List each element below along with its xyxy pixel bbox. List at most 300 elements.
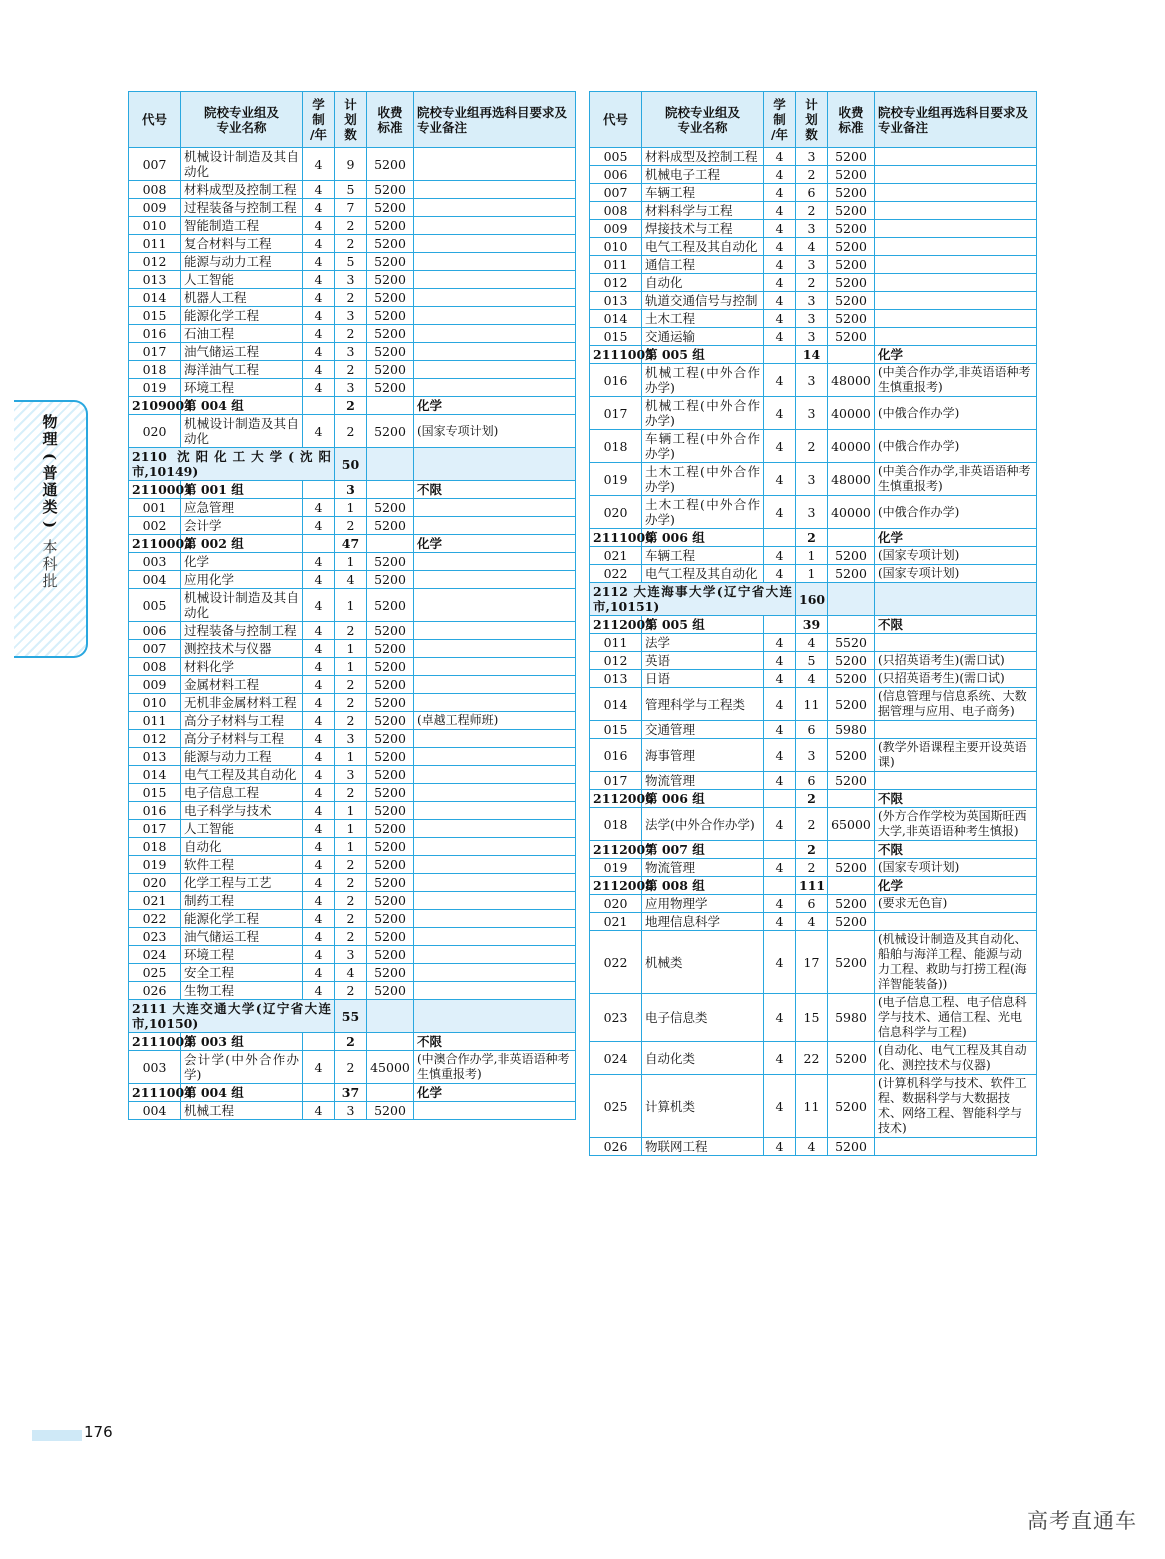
major-row <box>129 676 576 694</box>
plan-count: 1 <box>335 553 367 571</box>
remark <box>414 148 576 181</box>
remark <box>414 181 576 199</box>
major-code: 022 <box>129 910 181 928</box>
major-code: 013 <box>129 748 181 766</box>
major-row <box>129 766 576 784</box>
tuition-fee: 5200 <box>367 571 414 589</box>
major-name: 会计学 <box>181 517 303 535</box>
tuition-fee: 5200 <box>828 328 875 346</box>
tuition-fee: 5200 <box>367 253 414 271</box>
major-name: 车辆工程 <box>642 184 764 202</box>
tuition-fee: 5200 <box>828 1075 875 1138</box>
plan-count: 1 <box>335 499 367 517</box>
tuition-fee: 40000 <box>828 496 875 529</box>
major-row <box>129 694 576 712</box>
major-row <box>129 712 576 730</box>
study-years: 4 <box>764 463 796 496</box>
major-name: 机械工程(中外合作办学) <box>642 397 764 430</box>
major-row <box>129 892 576 910</box>
category-char: 类 <box>42 498 58 516</box>
major-row <box>590 670 1037 688</box>
plan-count: 47 <box>335 535 367 553</box>
remark <box>875 238 1037 256</box>
category-char: ( <box>41 452 60 461</box>
major-name: 制药工程 <box>181 892 303 910</box>
major-code: 023 <box>590 994 642 1042</box>
plan-count: 2 <box>796 790 828 808</box>
major-name: 高分子材料与工程 <box>181 712 303 730</box>
major-row <box>129 181 576 199</box>
major-code: 017 <box>129 343 181 361</box>
remark <box>414 910 576 928</box>
plan-count: 2 <box>335 1051 367 1084</box>
plan-count: 3 <box>796 364 828 397</box>
major-name: 自动化 <box>181 838 303 856</box>
major-row <box>590 496 1037 529</box>
major-name: 机械设计制造及其自动化 <box>181 148 303 181</box>
major-code: 018 <box>590 808 642 841</box>
remark <box>414 622 576 640</box>
plan-count: 15 <box>796 994 828 1042</box>
group-row <box>590 346 1037 364</box>
study-years: 4 <box>303 748 335 766</box>
fee-cell <box>367 448 414 481</box>
major-name: 地理信息科学 <box>642 913 764 931</box>
group-code: 2110001 <box>129 481 181 499</box>
remark <box>414 217 576 235</box>
header-remark: 院校专业组再选科目要求及 专业备注 <box>414 92 576 148</box>
study-years: 4 <box>303 148 335 181</box>
major-row <box>129 553 576 571</box>
study-years: 4 <box>764 994 796 1042</box>
major-code: 006 <box>129 622 181 640</box>
group-name: 第 004 组 <box>181 397 303 415</box>
major-name: 能源与动力工程 <box>181 253 303 271</box>
major-name: 通信工程 <box>642 256 764 274</box>
major-name: 应用化学 <box>181 571 303 589</box>
major-row <box>590 1042 1037 1075</box>
major-name: 人工智能 <box>181 820 303 838</box>
table-body-right <box>590 148 1037 1156</box>
remark <box>875 328 1037 346</box>
study-years: 4 <box>303 928 335 946</box>
major-code: 005 <box>129 589 181 622</box>
plan-count: 6 <box>796 772 828 790</box>
group-name: 第 007 组 <box>642 841 764 859</box>
tuition-fee: 5200 <box>367 199 414 217</box>
study-years: 4 <box>303 982 335 1000</box>
remark <box>875 184 1037 202</box>
plan-count: 2 <box>796 166 828 184</box>
major-code: 020 <box>590 496 642 529</box>
subject-requirement: 不限 <box>875 616 1037 634</box>
study-years: 4 <box>764 895 796 913</box>
remark <box>414 361 576 379</box>
plan-count: 1 <box>335 589 367 622</box>
remark <box>414 553 576 571</box>
tuition-fee: 5200 <box>828 310 875 328</box>
plan-count: 2 <box>335 361 367 379</box>
major-row <box>590 859 1037 877</box>
tuition-fee: 5200 <box>828 913 875 931</box>
tuition-fee: 5200 <box>367 856 414 874</box>
tuition-fee: 5200 <box>367 379 414 397</box>
remark: (中美合作办学,非英语语种考生慎重报考) <box>875 364 1037 397</box>
major-row <box>590 721 1037 739</box>
major-name: 电子科学与技术 <box>181 802 303 820</box>
remark <box>875 1138 1037 1156</box>
plan-count: 3 <box>796 739 828 772</box>
major-row <box>129 589 576 622</box>
major-row <box>590 739 1037 772</box>
school-name: 2110 沈阳化工大学(沈阳市,10149) <box>129 448 335 481</box>
study-years: 4 <box>764 364 796 397</box>
tuition-fee: 5200 <box>367 325 414 343</box>
study-years: 4 <box>764 1042 796 1075</box>
major-code: 008 <box>129 181 181 199</box>
tuition-fee: 5200 <box>828 547 875 565</box>
major-code: 004 <box>129 1102 181 1120</box>
major-name: 会计学(中外合作办学) <box>181 1051 303 1084</box>
study-years: 4 <box>303 181 335 199</box>
subject-requirement: 不限 <box>414 481 576 499</box>
plan-count: 2 <box>335 712 367 730</box>
plan-count: 1 <box>335 820 367 838</box>
tuition-fee: 5200 <box>828 1042 875 1075</box>
study-years: 4 <box>764 397 796 430</box>
plan-count: 5 <box>335 181 367 199</box>
major-name: 机械电子工程 <box>642 166 764 184</box>
major-code: 009 <box>129 676 181 694</box>
remark: (只招英语考生)(需口试) <box>875 652 1037 670</box>
major-code: 003 <box>129 1051 181 1084</box>
study-years: 4 <box>764 565 796 583</box>
group-code: 2109004 <box>129 397 181 415</box>
study-years: 4 <box>303 325 335 343</box>
study-years: 4 <box>303 766 335 784</box>
group-row <box>590 790 1037 808</box>
major-code: 018 <box>590 430 642 463</box>
fee-cell <box>367 535 414 553</box>
study-years: 4 <box>764 547 796 565</box>
header-plan: 计 划 数 <box>796 92 828 148</box>
remark <box>875 634 1037 652</box>
years-cell <box>764 346 796 364</box>
tuition-fee: 5980 <box>828 721 875 739</box>
school-row <box>590 583 1037 616</box>
tuition-fee: 5200 <box>367 802 414 820</box>
major-code: 006 <box>590 166 642 184</box>
plan-count: 22 <box>796 1042 828 1075</box>
study-years: 4 <box>764 220 796 238</box>
remark-cell <box>414 1000 576 1033</box>
tuition-fee: 5200 <box>367 676 414 694</box>
major-name: 金属材料工程 <box>181 676 303 694</box>
years-cell <box>764 877 796 895</box>
remark: (只招英语考生)(需口试) <box>875 670 1037 688</box>
plan-count: 3 <box>796 292 828 310</box>
tuition-fee: 5200 <box>367 982 414 1000</box>
study-years: 4 <box>303 499 335 517</box>
major-row <box>129 343 576 361</box>
tuition-fee: 48000 <box>828 364 875 397</box>
tuition-fee: 5200 <box>367 712 414 730</box>
major-code: 011 <box>590 256 642 274</box>
study-years: 4 <box>764 1138 796 1156</box>
major-code: 013 <box>590 670 642 688</box>
study-years: 4 <box>764 256 796 274</box>
study-years: 4 <box>764 274 796 292</box>
major-code: 018 <box>129 361 181 379</box>
plan-count: 2 <box>335 622 367 640</box>
group-row <box>129 1033 576 1051</box>
years-cell <box>303 1084 335 1102</box>
category-char: 物 <box>42 413 58 431</box>
major-name: 交通运输 <box>642 328 764 346</box>
plan-count: 3 <box>335 481 367 499</box>
remark <box>414 325 576 343</box>
fee-cell <box>828 790 875 808</box>
plan-count: 1 <box>335 802 367 820</box>
major-code: 017 <box>590 397 642 430</box>
major-name: 车辆工程 <box>642 547 764 565</box>
plan-count: 2 <box>335 325 367 343</box>
group-name: 第 004 组 <box>181 1084 303 1102</box>
remark <box>414 289 576 307</box>
study-years: 4 <box>764 931 796 994</box>
group-row <box>590 877 1037 895</box>
study-years: 4 <box>764 634 796 652</box>
subject-requirement: 不限 <box>414 1033 576 1051</box>
school-name: 2111 大连交通大学(辽宁省大连市,10150) <box>129 1000 335 1033</box>
plan-count: 2 <box>335 784 367 802</box>
tuition-fee: 5200 <box>367 181 414 199</box>
major-name: 焊接技术与工程 <box>642 220 764 238</box>
group-name: 第 005 组 <box>642 616 764 634</box>
plan-count: 4 <box>335 964 367 982</box>
major-row <box>129 910 576 928</box>
major-name: 土木工程(中外合作办学) <box>642 496 764 529</box>
plan-count: 2 <box>796 202 828 220</box>
major-name: 安全工程 <box>181 964 303 982</box>
major-row <box>590 430 1037 463</box>
tuition-fee: 5200 <box>828 256 875 274</box>
study-years: 4 <box>303 694 335 712</box>
tuition-fee: 5200 <box>828 688 875 721</box>
major-code: 010 <box>129 694 181 712</box>
major-name: 机械工程(中外合作办学) <box>642 364 764 397</box>
major-code: 024 <box>129 946 181 964</box>
fee-cell <box>367 397 414 415</box>
subject-requirement: 不限 <box>875 841 1037 859</box>
plan-count: 55 <box>335 1000 367 1033</box>
major-code: 007 <box>129 148 181 181</box>
category-char: 通 <box>42 481 58 499</box>
major-code: 025 <box>590 1075 642 1138</box>
major-name: 材料化学 <box>181 658 303 676</box>
major-name: 材料成型及控制工程 <box>181 181 303 199</box>
plan-count: 4 <box>796 913 828 931</box>
plan-count: 2 <box>335 415 367 448</box>
group-name: 第 001 组 <box>181 481 303 499</box>
major-row <box>129 946 576 964</box>
major-row <box>129 838 576 856</box>
group-row <box>129 481 576 499</box>
plan-count: 14 <box>796 346 828 364</box>
plan-count: 2 <box>335 982 367 1000</box>
remark <box>414 694 576 712</box>
major-name: 人工智能 <box>181 271 303 289</box>
fee-cell <box>828 877 875 895</box>
remark <box>414 343 576 361</box>
remark: (国家专项计划) <box>875 565 1037 583</box>
plan-count: 2 <box>796 859 828 877</box>
major-row <box>129 325 576 343</box>
tuition-fee: 5200 <box>367 874 414 892</box>
plan-count: 3 <box>796 148 828 166</box>
major-row <box>129 658 576 676</box>
major-row <box>129 517 576 535</box>
plan-count: 4 <box>335 571 367 589</box>
major-name: 计算机类 <box>642 1075 764 1138</box>
major-row <box>590 463 1037 496</box>
remark-cell <box>414 448 576 481</box>
study-years: 4 <box>303 802 335 820</box>
remark <box>875 292 1037 310</box>
remark <box>414 640 576 658</box>
plan-count: 50 <box>335 448 367 481</box>
subject-requirement: 化学 <box>414 535 576 553</box>
tuition-fee: 5200 <box>367 235 414 253</box>
major-code: 017 <box>129 820 181 838</box>
major-row <box>129 784 576 802</box>
remark <box>875 166 1037 184</box>
plan-count: 3 <box>335 1102 367 1120</box>
study-years: 4 <box>303 589 335 622</box>
tuition-fee: 5200 <box>367 766 414 784</box>
remark: (外方合作学校为英国斯旺西大学,非英语语种考生慎报) <box>875 808 1037 841</box>
study-years: 4 <box>303 712 335 730</box>
major-code: 013 <box>590 292 642 310</box>
remark <box>414 589 576 622</box>
major-row <box>590 364 1037 397</box>
major-code: 002 <box>129 517 181 535</box>
plan-count: 4 <box>796 238 828 256</box>
major-code: 008 <box>590 202 642 220</box>
tuition-fee: 40000 <box>828 397 875 430</box>
watermark: 高考直通车 <box>1027 1509 1137 1533</box>
major-row <box>129 199 576 217</box>
major-name: 电子信息工程 <box>181 784 303 802</box>
header-code: 代号 <box>590 92 642 148</box>
study-years: 4 <box>303 271 335 289</box>
major-code: 024 <box>590 1042 642 1075</box>
major-name: 石油工程 <box>181 325 303 343</box>
major-row <box>129 253 576 271</box>
header-code: 代号 <box>129 92 181 148</box>
major-name: 油气储运工程 <box>181 343 303 361</box>
major-name: 电气工程及其自动化 <box>642 238 764 256</box>
major-code: 011 <box>129 712 181 730</box>
major-row <box>129 928 576 946</box>
tuition-fee: 5200 <box>367 589 414 622</box>
plan-count: 3 <box>796 328 828 346</box>
study-years: 4 <box>764 1075 796 1138</box>
years-cell <box>303 535 335 553</box>
major-row <box>590 148 1037 166</box>
tuition-fee: 48000 <box>828 463 875 496</box>
plan-count: 17 <box>796 931 828 994</box>
major-code: 015 <box>129 784 181 802</box>
major-code: 016 <box>129 325 181 343</box>
major-row <box>129 874 576 892</box>
study-years: 4 <box>303 730 335 748</box>
tuition-fee: 5200 <box>828 166 875 184</box>
tuition-fee: 5200 <box>367 499 414 517</box>
major-name: 英语 <box>642 652 764 670</box>
major-code: 009 <box>590 220 642 238</box>
remark: (国家专项计划) <box>414 415 576 448</box>
major-name: 自动化 <box>642 274 764 292</box>
major-code: 010 <box>590 238 642 256</box>
subject-requirement: 化学 <box>875 346 1037 364</box>
plan-count: 3 <box>796 220 828 238</box>
remark: (中俄合作办学) <box>875 430 1037 463</box>
header-years: 学 制 /年 <box>764 92 796 148</box>
major-code: 014 <box>129 289 181 307</box>
group-row <box>590 841 1037 859</box>
major-row <box>129 271 576 289</box>
fee-cell <box>828 346 875 364</box>
major-name: 电气工程及其自动化 <box>181 766 303 784</box>
study-years: 4 <box>764 721 796 739</box>
tuition-fee: 5200 <box>828 148 875 166</box>
plan-count: 2 <box>335 694 367 712</box>
school-row <box>129 448 576 481</box>
years-cell <box>764 616 796 634</box>
tuition-fee: 5200 <box>367 415 414 448</box>
plan-count: 5 <box>796 652 828 670</box>
batch-char: 科 <box>42 555 58 573</box>
header-name: 院校专业组及 专业名称 <box>181 92 303 148</box>
major-row <box>129 307 576 325</box>
remark: (中俄合作办学) <box>875 496 1037 529</box>
plan-count: 3 <box>335 271 367 289</box>
remark <box>414 874 576 892</box>
group-name: 第 006 组 <box>642 790 764 808</box>
tuition-fee: 5200 <box>828 220 875 238</box>
tuition-fee: 45000 <box>367 1051 414 1084</box>
years-cell <box>303 397 335 415</box>
remark <box>414 838 576 856</box>
tuition-fee: 5200 <box>367 343 414 361</box>
remark <box>414 766 576 784</box>
group-code: 2112008 <box>590 877 642 895</box>
study-years: 4 <box>303 964 335 982</box>
study-years: 4 <box>764 772 796 790</box>
tuition-fee: 5200 <box>367 307 414 325</box>
major-row <box>590 397 1037 430</box>
plan-count: 2 <box>335 856 367 874</box>
major-name: 无机非金属材料工程 <box>181 694 303 712</box>
remark: (要求无色盲) <box>875 895 1037 913</box>
major-name: 环境工程 <box>181 946 303 964</box>
major-name: 土木工程(中外合作办学) <box>642 463 764 496</box>
major-row <box>129 1051 576 1084</box>
major-name: 电子信息类 <box>642 994 764 1042</box>
major-code: 019 <box>129 379 181 397</box>
plan-count: 3 <box>796 496 828 529</box>
